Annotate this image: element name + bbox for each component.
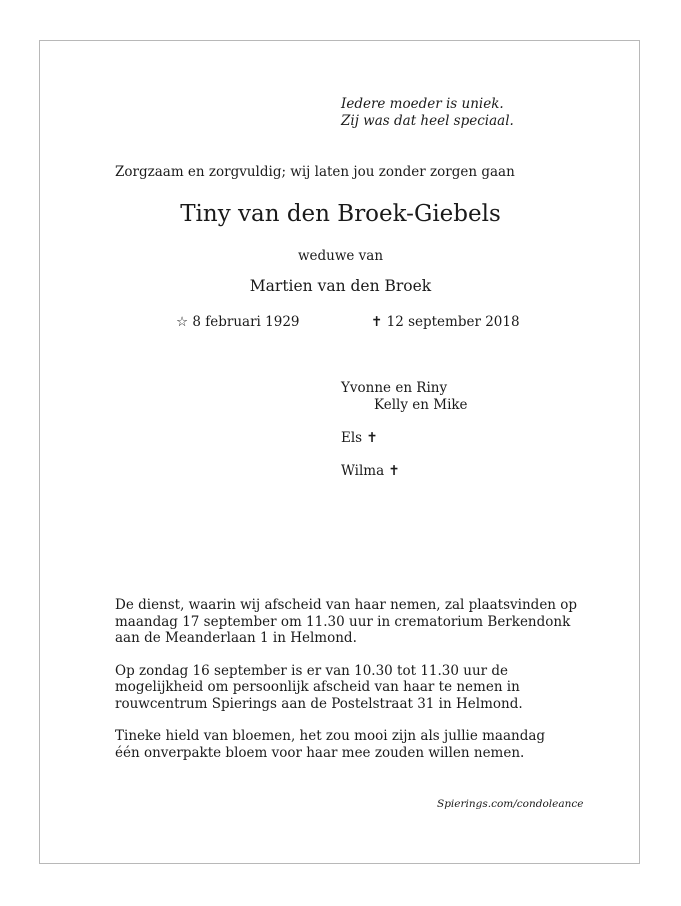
relative-name: Kelly en Mike [374,397,468,413]
spouse-name: Martien van den Broek [249,277,432,295]
poem-line: Iedere moeder is uniek. [341,96,504,112]
condolence-website: Spierings.com/condoleance [437,798,584,810]
farewell-paragraph [115,663,577,713]
farewell-line: rouwcentrum Spierings aan de Postelstraat 31 in Helmond. [115,695,523,712]
poem [341,96,514,130]
obituary-card [39,40,640,864]
poem-line: Zij was dat heel speciaal. [341,113,514,129]
service-line: aan de Meanderlaan 1 in Helmond. [115,630,357,646]
flowers-line: Tineke hield van bloemen, het zou mooi zijn als jullie maandag [115,728,546,744]
service-paragraph [115,597,577,647]
service-line: De dienst, waarin wij afscheid van haar nemen, zal plaatsvinden op [115,597,578,613]
death-date: ✝ 12 september 2018 [371,314,520,330]
relative-name: Els ✝ [341,430,378,446]
relatives-list [341,380,468,480]
relation-text: weduwe van [297,248,384,264]
birth-date: ☆ 8 februari 1929 [176,314,300,330]
relative-name: Wilma ✝ [341,463,400,479]
motto: Zorgzaam en zorgvuldig; wij laten jou zonder zorgen gaan [115,164,515,180]
farewell-line: mogelijkheid om persoonlijk afscheid van haar te nemen in [115,679,520,695]
service-information [115,597,577,777]
relative-name: Yvonne en Riny [341,380,448,396]
service-line: maandag 17 september om 11.30 uur in crematorium Berkendonk [115,613,571,630]
flowers-paragraph [115,728,577,761]
flowers-line: één onverpakte bloem voor haar mee zouden willen nemen. [115,744,525,761]
deceased-name: Tiny van den Broek-Giebels [180,201,501,227]
farewell-line: Op zondag 16 september is er van 10.30 tot 11.30 uur de [115,662,509,679]
